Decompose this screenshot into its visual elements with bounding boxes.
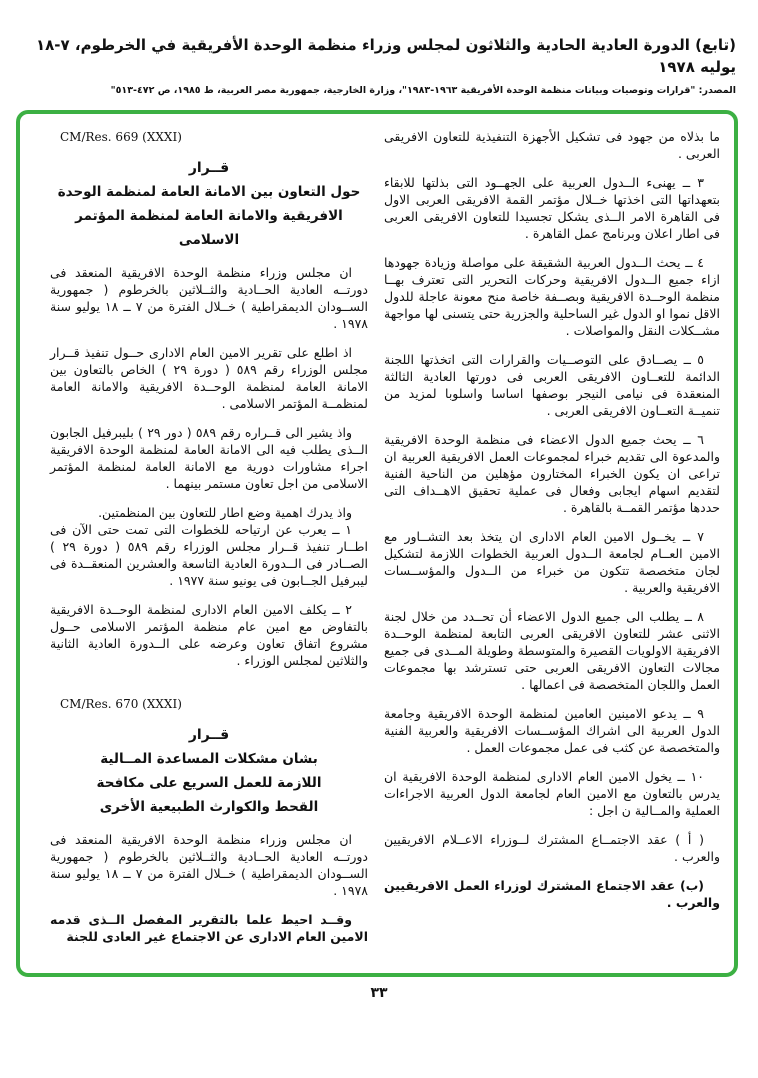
clause-5: ٥ ــ يصــادق على التوصــيات والقرارات التى اتخذتها اللجنة الدائمة للتعــاون الافريقى العربى فى دورتها العادية الثالثة المنعقدة فى نيامى النيجر بوصفها اساسا واسلوبا لمزيد من تنميــة التعــاون الافريقى العربى . xyxy=(384,352,720,418)
resolution-670-title-line-2: اللازمة للعمل السريع على مكافحة xyxy=(96,775,322,791)
clause-6: ٦ ــ يحث جميع الدول الاعضاء فى منظمة الوحدة الافريقية والمدعوة الى تقديم خبراء لمجموعات العمل الافريقية العربية ان تراعى ان يكون الخبراء المختارون مؤهلين من الناحية الفنية لتقديم اسهام ايجابى وفعال فى عملية تحقيق الاهــداف التى حددها مؤتمر القمــة بالقاهرة . xyxy=(384,432,720,515)
page-number: ٣٣ xyxy=(370,985,388,1001)
resolution-669-reference: CM/Res. 669 (XXXI) xyxy=(60,130,182,144)
clause-9: ٩ ــ يدعو الامينين العامين لمنظمة الوحدة الافريقية وجامعة الدول العربية الى اشراك المؤســسات الافريقية والعربية الفنية والمتخصصة عن كثب فى عمل مجموعات العمل . xyxy=(384,706,720,755)
clause-10: ١٠ ــ يخول الامين العام الادارى لمنظمة الوحدة الافريقية ان يدرس بالتعاون مع الامين العام لجامعة الدول العربية الاجراءات العملية والمــالية ن اجل : xyxy=(384,769,720,818)
continuation-paragraph: ما بذلاه من جهود فى تشكيل الأجهزة التنفيذية للتعاون الافريقى العربى . xyxy=(384,129,720,161)
left-column xyxy=(50,128,368,957)
clause-2: ٢ ــ يكلف الامين العام الادارى لمنظمة الوحــدة الافريقية بالتفاوض مع امين عام منظمة المؤتمر الاسلامى حــول مشروع اتفاق تعاون وعرضه على الــدورة العادية الثانية والثلاثين لمجلس الوزراء . xyxy=(50,602,368,668)
section-spacer xyxy=(50,681,368,695)
clause-8: ٨ ــ يطلب الى جميع الدول الاعضاء أن تحــدد من خلال لجنة الاثنى عشر للتعاون الافريقى العربى التابعة لمنظمة الوحــدة الافريقية الاولويات القصيرة والمتوسطة وطويلة المــدى فى جميع مجالات التعاون الافريقى العربى حتى تسترشد بها مجموعات العمل واللجان المتخصصة فى اعمالها . xyxy=(384,609,720,692)
clause-1: ١ ــ يعرب عن ارتياحه للخطوات التى تمت حتى الآن فى اطــار تنفيذ قــرار مجلس الوزراء رقم ٥٨٩ ( دورة ٢٩ ) الصــادر فى الــدورة العادية التاسعة والعشرين المنعقــدة فى ليبرفيل الجــابون فى يونيو سنة ١٩٧٧ . xyxy=(50,522,368,588)
resolution-670-reference: CM/Res. 670 (XXXI) xyxy=(60,697,182,711)
document-header-title: (تابع) الدورة العادية الحادية والثلاثون لمجلس وزراء منظمة الوحدة الأفريقية في الخرطوم، ٧-١٨ يوليه ١٩٧٨ xyxy=(35,36,736,76)
clause-7: ٧ ــ يخــول الامين العام الادارى ان يتخذ بعد التشــاور مع الامين العــام لجامعة الــدول العربية الخطوات اللازمة لتشكيل لجان متخصصة تتكون من خبراء من الــدول والمؤســسات الافريقية والعربية . xyxy=(384,529,720,595)
clause-4: ٤ ــ يحث الــدول العربية الشقيقة على مواصلة وزيادة جهودها ازاء جميع الــدول الافريقية وحركات التحرير التى تعترف بهــا منظمة الوحــدة الافريقية وبصــفة خاصة منح معونة عاجلة للدول الاقل نموا او الدول غير الساحلية والجزرية حتى يتسنى لها مواجهة مشــكلات النقل والمواصلات . xyxy=(384,255,720,338)
preamble-paragraph: وقــد احيط علما بالتقرير المفصل الــذى قدمه الامين العام الادارى عن الاجتماع غير العادى للجنة xyxy=(50,912,368,944)
right-column xyxy=(384,128,720,957)
resolution-669-title-line-1: حول التعاون بين الامانة العامة لمنظمة الوحدة xyxy=(57,184,361,200)
clause-10-b: (ب) عقد الاجتماع المشترك لوزراء العمل الافريقيين والعرب . xyxy=(384,878,720,910)
preamble-paragraph: ان مجلس وزراء منظمة الوحدة الافريقية المنعقد فى دورتــه العادية الحــادية والثــلاثين بالخرطوم ( جمهورية الســودان الديمقراطية ) خــلال الفترة من ٧ ــ ١٨ يوليو سنة ١٩٧٨ . xyxy=(50,265,368,331)
preamble-paragraph: اذ اطلع على تقرير الامين العام الادارى حــول تنفيذ قــرار مجلس الوزراء رقم ٥٨٩ ( دورة ٢٩ ) الخاص بالتعاون بين الامانة العامة لمنظمة الوحــدة الافريقية والامانة العامة لمنظمــة المؤتمر الاسلامى . xyxy=(50,345,368,411)
preamble-paragraph: واذ يدرك اهمية وضع اطار للتعاون بين المنظمتين. xyxy=(98,505,352,520)
green-page-frame xyxy=(16,110,738,977)
resolution-669-title-line-2: الافريقية والامانة العامة لمنظمة المؤتمر الاسلامى xyxy=(75,208,343,248)
resolution-669-heading: قــرار xyxy=(188,160,230,176)
document-source-line: المصدر: "قرارات وتوصيات وبيانات منظمة الوحدة الأفريقية ١٩٦٣-١٩٨٣"، وزارة الخارجية، جمهورية مصر العربية، ط ١٩٨٥، ص ٤٧٢-٥١٣" xyxy=(110,85,736,96)
resolution-670-title-line-3: القحط والكوارث الطبيعية الأخرى xyxy=(99,799,319,815)
resolution-670-title-line-1: بشان مشكلات المساعدة المــالية xyxy=(100,751,318,767)
clause-3: ٣ ــ يهنىء الــدول العربية على الجهــود التى بذلتها للابقاء بتعهداتها التى اخذتها خــلال مؤتمر القمة الافريقى العربى الاول فى القاهرة الامر الــذى يشكل تجسيدا للتعاون الافريقى العربى فى اطار اعلان وبرنامج عمل القاهرة . xyxy=(384,175,720,241)
preamble-paragraph: ان مجلس وزراء منظمة الوحدة الافريقية المنعقد فى دورتــه العادية الحــادية والثــلاثين بالخرطوم ( جمهورية الســودان الديمقراطية ) خــلال الفترة من ٧ ــ ١٨ يوليو سنة ١٩٧٨ . xyxy=(50,832,368,898)
document-header xyxy=(0,0,758,98)
clause-10-a: ( أ ) عقد الاجتمــاع المشترك لــوزراء الاعــلام الافريقيين والعرب . xyxy=(384,832,720,864)
resolution-670-heading: قــرار xyxy=(188,727,230,743)
preamble-paragraph: واذ يشير الى قــراره رقم ٥٨٩ ( دور ٢٩ ) بليبرفيل الجابون الــذى يطلب فيه الى الامانة العامة لمنظمة الوحدة الافريقية اجراء مشاورات دورية مع الامانة العامة لمنظمة المؤتمر الاسلامى من اجل تعاون مستمر بينهما . xyxy=(50,425,368,491)
